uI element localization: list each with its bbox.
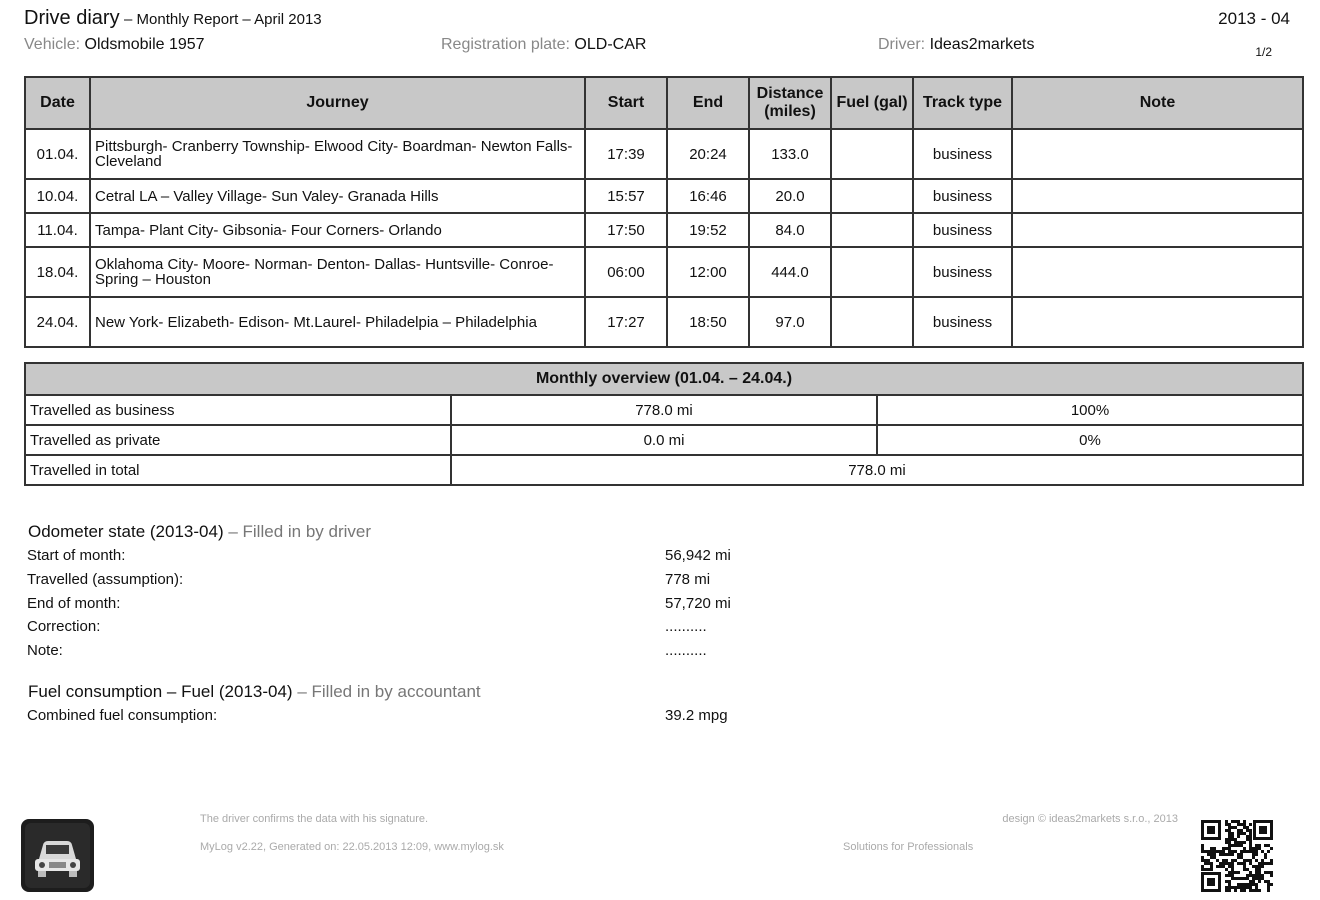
- cell-date: 24.04.: [25, 297, 90, 347]
- table-row: [25, 179, 1303, 213]
- overview-header-row: [25, 363, 1303, 395]
- cell-date: 10.04.: [25, 179, 90, 213]
- cell-journey: Cetral LA – Valley Village- Sun Valey- Granada Hills: [90, 179, 585, 213]
- cell-fuel: [831, 297, 913, 347]
- overview-row-business: [25, 395, 1303, 425]
- cell-track-type: business: [913, 179, 1012, 213]
- cell-end: 16:46: [667, 179, 749, 213]
- subtitle-text: – Monthly Report – April 2013: [124, 11, 322, 28]
- odometer-correction-value: ..........: [665, 618, 707, 635]
- qr-code-icon: [1200, 819, 1274, 893]
- fuel-title: Fuel consumption – Fuel (2013-04): [28, 682, 293, 701]
- cell-start: 17:50: [585, 213, 667, 247]
- private-label: Travelled as private: [25, 425, 451, 455]
- overview-row-private: [25, 425, 1303, 455]
- cell-journey: Pittsburgh- Cranberry Township- Elwood City- Boardman- Newton Falls- Cleveland: [90, 129, 585, 179]
- odometer-note-value: ..........: [665, 642, 707, 659]
- odometer-correction-label: Correction:: [27, 618, 101, 635]
- cell-distance: 133.0: [749, 129, 831, 179]
- overview-title: Monthly overview (01.04. – 24.04.): [25, 363, 1303, 395]
- table-row: [25, 247, 1303, 297]
- page-number: 1/2: [1255, 45, 1272, 59]
- cell-start: 15:57: [585, 179, 667, 213]
- cell-fuel: [831, 179, 913, 213]
- total-label: Travelled in total: [25, 455, 451, 485]
- footer-tagline: Solutions for Professionals: [843, 841, 974, 853]
- col-note: Note: [1012, 77, 1303, 129]
- cell-distance: 20.0: [749, 179, 831, 213]
- cell-distance: 84.0: [749, 213, 831, 247]
- private-miles: 0.0 mi: [451, 425, 877, 455]
- col-start: Start: [585, 77, 667, 129]
- driver-info: [878, 36, 1035, 54]
- overview-row-total: [25, 455, 1303, 485]
- plate-label: Registration plate:: [441, 36, 570, 53]
- cell-date: 18.04.: [25, 247, 90, 297]
- cell-fuel: [831, 129, 913, 179]
- driver-label: Driver:: [878, 36, 926, 53]
- cell-end: 12:00: [667, 247, 749, 297]
- col-distance: Distance (miles): [749, 77, 831, 129]
- business-miles: 778.0 mi: [451, 395, 877, 425]
- cell-date: 11.04.: [25, 213, 90, 247]
- fuel-heading: [28, 682, 481, 702]
- report-title: [24, 7, 322, 30]
- odometer-end-value: 57,720 mi: [665, 595, 731, 612]
- cell-date: 01.04.: [25, 129, 90, 179]
- cell-note: [1012, 247, 1303, 297]
- vehicle-info: [24, 36, 205, 54]
- title-text: Drive diary: [24, 7, 120, 29]
- cell-start: 06:00: [585, 247, 667, 297]
- cell-fuel: [831, 213, 913, 247]
- cell-note: [1012, 129, 1303, 179]
- fuel-combined-value: 39.2 mpg: [665, 707, 728, 724]
- col-fuel: Fuel (gal): [831, 77, 913, 129]
- odometer-start-value: 56,942 mi: [665, 547, 731, 564]
- cell-note: [1012, 179, 1303, 213]
- driver-value: Ideas2markets: [929, 36, 1035, 53]
- cell-journey: Oklahoma City- Moore- Norman- Denton- Dallas- Huntsville- Conroe- Spring – Houston: [90, 247, 585, 297]
- table-row: [25, 129, 1303, 179]
- table-header-row: [25, 77, 1303, 129]
- cell-track-type: business: [913, 247, 1012, 297]
- footer-confirm: The driver confirms the data with his signature.: [200, 813, 429, 825]
- cell-start: 17:27: [585, 297, 667, 347]
- overview-table: [24, 362, 1304, 486]
- cell-note: [1012, 213, 1303, 247]
- cell-track-type: business: [913, 129, 1012, 179]
- month-code: 2013 - 04: [1218, 9, 1290, 28]
- cell-fuel: [831, 247, 913, 297]
- cell-journey: New York- Elizabeth- Edison- Mt.Laurel- Philadelpia – Philadelphia: [90, 297, 585, 347]
- footer-design: design © ideas2markets s.r.o., 2013: [1002, 813, 1178, 825]
- total-miles: 778.0 mi: [451, 455, 1303, 485]
- cell-start: 17:39: [585, 129, 667, 179]
- odometer-subtitle: – Filled in by driver: [228, 522, 372, 541]
- plate-info: [441, 36, 646, 54]
- private-percent: 0%: [877, 425, 1303, 455]
- cell-track-type: business: [913, 297, 1012, 347]
- col-date: Date: [25, 77, 90, 129]
- cell-end: 18:50: [667, 297, 749, 347]
- cell-track-type: business: [913, 213, 1012, 247]
- table-row: [25, 213, 1303, 247]
- odometer-note-label: Note:: [27, 642, 63, 659]
- vehicle-value: Oldsmobile 1957: [84, 36, 205, 53]
- business-percent: 100%: [877, 395, 1303, 425]
- fuel-combined-label: Combined fuel consumption:: [27, 707, 218, 724]
- cell-distance: 444.0: [749, 247, 831, 297]
- cell-distance: 97.0: [749, 297, 831, 347]
- odometer-travelled-label: Travelled (assumption):: [27, 571, 184, 588]
- vehicle-label: Vehicle:: [24, 36, 81, 53]
- cell-end: 19:52: [667, 213, 749, 247]
- odometer-end-label: End of month:: [27, 595, 121, 612]
- odometer-title: Odometer state (2013-04): [28, 522, 224, 541]
- cell-note: [1012, 297, 1303, 347]
- plate-value: OLD-CAR: [574, 36, 647, 53]
- table-row: [25, 297, 1303, 347]
- fuel-subtitle: – Filled in by accountant: [297, 682, 481, 701]
- col-end: End: [667, 77, 749, 129]
- odometer-travelled-value: 778 mi: [665, 571, 711, 588]
- footer-generated: MyLog v2.22, Generated on: 22.05.2013 12:09, www.mylog.sk: [200, 841, 504, 853]
- cell-journey: Tampa- Plant City- Gibsonia- Four Corners- Orlando: [90, 213, 585, 247]
- col-track-type: Track type: [913, 77, 1012, 129]
- journeys-table: [24, 76, 1304, 348]
- cell-end: 20:24: [667, 129, 749, 179]
- odometer-heading: [28, 522, 371, 542]
- car-app-logo-icon: [21, 819, 94, 892]
- col-journey: Journey: [90, 77, 585, 129]
- odometer-start-label: Start of month:: [27, 547, 126, 564]
- business-label: Travelled as business: [25, 395, 451, 425]
